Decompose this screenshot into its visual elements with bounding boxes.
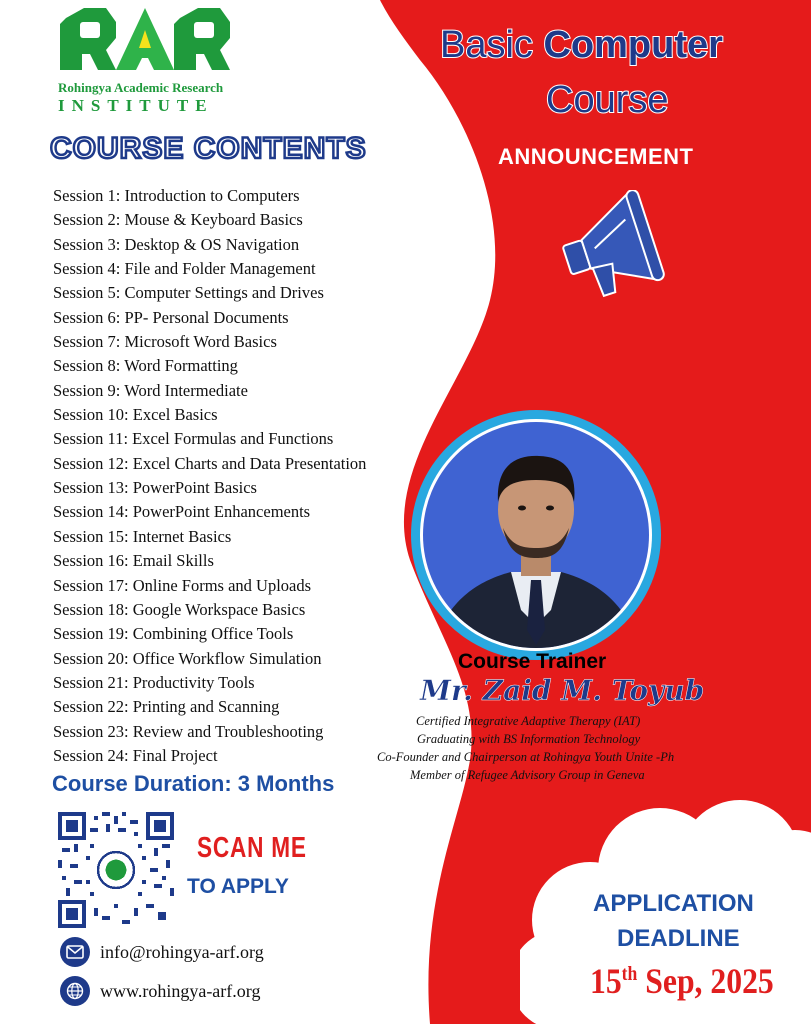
deadline-label: DEADLINE	[617, 925, 740, 952]
session-item: Session 11: Excel Formulas and Functions	[53, 429, 334, 449]
session-item: Session 2: Mouse & Keyboard Basics	[53, 210, 303, 230]
session-item: Session 18: Google Workspace Basics	[53, 599, 306, 619]
session-list	[53, 184, 366, 768]
session-item: Session 22: Printing and Scanning	[53, 697, 280, 717]
institute-name: Rohingya Academic Research	[58, 80, 224, 95]
session-item: Session 9: Word Intermediate	[53, 380, 248, 400]
session-item: Session 21: Productivity Tools	[53, 672, 255, 692]
session-item: Session 24: Final Project	[53, 745, 218, 765]
scan-me-label: SCAN ME	[197, 832, 307, 864]
institute-label: INSTITUTE	[58, 96, 214, 115]
session-item: Session 14: PowerPoint Enhancements	[53, 502, 311, 522]
course-title-line2: Course	[546, 79, 669, 121]
trainer-credential: Certified Integrative Adaptive Therapy (IAT)	[416, 714, 641, 728]
email-text: info@rohingya-arf.org	[100, 941, 264, 962]
session-item: Session 15: Internet Basics	[53, 526, 232, 546]
svg-text:RAR: RAR	[145, 38, 148, 39]
session-item: Session 17: Online Forms and Uploads	[53, 575, 312, 595]
course-title-line1: Basic Computer	[440, 24, 723, 66]
session-item: Session 5: Computer Settings and Drives	[53, 283, 324, 303]
course-trainer-label: Course Trainer	[458, 650, 607, 673]
trainer-credential: Member of Refugee Advisory Group in Geneva	[410, 768, 645, 782]
globe-icon	[60, 976, 90, 1006]
application-label: APPLICATION	[593, 890, 754, 917]
session-item: Session 8: Word Formatting	[53, 356, 238, 376]
course-duration: Course Duration: 3 Months	[52, 771, 335, 796]
session-item: Session 10: Excel Basics	[53, 405, 218, 425]
session-item: Session 4: File and Folder Management	[53, 259, 316, 279]
to-apply-label: TO APPLY	[187, 875, 289, 898]
session-item: Session 23: Review and Troubleshooting	[53, 721, 324, 741]
session-item: Session 20: Office Workflow Simulation	[53, 648, 322, 668]
trainer-credential: Graduating with BS Information Technology	[417, 732, 641, 746]
deadline-date: 15th Sep, 2025	[590, 961, 774, 1001]
mail-icon	[60, 937, 90, 967]
session-item: Session 7: Microsoft Word Basics	[53, 332, 277, 352]
session-item: Session 19: Combining Office Tools	[53, 624, 294, 644]
session-item: Session 6: PP- Personal Documents	[53, 307, 289, 327]
website-contact[interactable]	[60, 975, 260, 1007]
session-item: Session 13: PowerPoint Basics	[53, 478, 257, 498]
trainer-photo	[411, 410, 661, 660]
megaphone-icon	[555, 190, 675, 302]
course-contents-title: COURSE CONTENTS	[50, 132, 367, 165]
session-item: Session 16: Email Skills	[53, 551, 214, 571]
session-item: Session 12: Excel Charts and Data Presentation	[53, 453, 367, 473]
session-item: Session 3: Desktop & OS Navigation	[53, 234, 300, 254]
announcement-label: ANNOUNCEMENT	[498, 144, 694, 169]
trainer-credential: Co-Founder and Chairperson at Rohingya Youth Unite -Ph	[377, 750, 675, 764]
session-item: Session 1: Introduction to Computers	[53, 186, 300, 205]
qr-code[interactable]	[58, 812, 174, 928]
trainer-name: Mr. Zaid M. Toyub	[420, 674, 705, 707]
email-contact[interactable]	[60, 936, 264, 968]
website-text: www.rohingya-arf.org	[100, 980, 261, 1001]
